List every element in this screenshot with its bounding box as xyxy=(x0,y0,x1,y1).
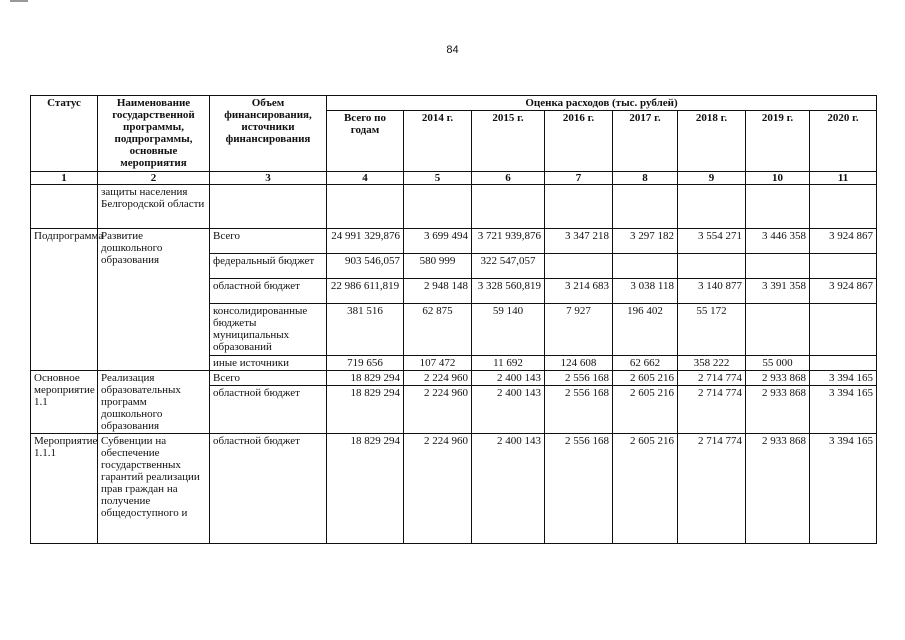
value-cell: 196 402 xyxy=(613,304,678,356)
name-cell: Развитие дошкольного образования xyxy=(98,229,210,371)
value-cell xyxy=(810,185,877,229)
value-cell: 580 999 xyxy=(404,254,472,279)
source-cell: Всего xyxy=(210,371,327,386)
value-cell: 322 547,057 xyxy=(472,254,545,279)
value-cell: 59 140 xyxy=(472,304,545,356)
value-cell: 3 347 218 xyxy=(545,229,613,254)
value-cell: 3 924 867 xyxy=(810,279,877,304)
value-cell: 2 556 168 xyxy=(545,371,613,386)
value-cell: 22 986 611,819 xyxy=(327,279,404,304)
index-cell: 4 xyxy=(327,172,404,185)
value-cell xyxy=(810,254,877,279)
source-cell: областной бюджет xyxy=(210,434,327,544)
value-cell: 3 297 182 xyxy=(613,229,678,254)
value-cell: 2 400 143 xyxy=(472,386,545,434)
header-status: Статус xyxy=(31,96,98,172)
status-cell: Основное мероприятие 1.1 xyxy=(31,371,98,434)
scan-artifact xyxy=(10,0,28,2)
index-cell: 2 xyxy=(98,172,210,185)
value-cell: 2 605 216 xyxy=(613,386,678,434)
value-cell: 2 224 960 xyxy=(404,386,472,434)
value-cell: 62 662 xyxy=(613,356,678,371)
index-cell: 3 xyxy=(210,172,327,185)
header-source: Объем финансирования, источники финансирования xyxy=(210,96,327,172)
table-row xyxy=(31,371,877,386)
value-cell: 2 933 868 xyxy=(746,371,810,386)
index-cell: 6 xyxy=(472,172,545,185)
value-cell xyxy=(746,304,810,356)
source-cell: консолидированные бюджеты муниципальных образований xyxy=(210,304,327,356)
value-cell xyxy=(613,185,678,229)
value-cell xyxy=(746,254,810,279)
header-year: 2017 г. xyxy=(613,111,678,172)
value-cell: 3 446 358 xyxy=(746,229,810,254)
index-cell: 5 xyxy=(404,172,472,185)
value-cell: 7 927 xyxy=(545,304,613,356)
value-cell: 3 699 494 xyxy=(404,229,472,254)
header-year: 2014 г. xyxy=(404,111,472,172)
index-cell: 8 xyxy=(613,172,678,185)
index-cell: 7 xyxy=(545,172,613,185)
source-cell: областной бюджет xyxy=(210,279,327,304)
status-cell: Мероприятие 1.1.1 xyxy=(31,434,98,544)
value-cell: 3 214 683 xyxy=(545,279,613,304)
value-cell: 2 605 216 xyxy=(613,371,678,386)
expenditure-table xyxy=(30,95,877,544)
source-cell xyxy=(210,185,327,229)
status-cell xyxy=(31,185,98,229)
value-cell: 2 948 148 xyxy=(404,279,472,304)
value-cell: 24 991 329,876 xyxy=(327,229,404,254)
value-cell: 903 546,057 xyxy=(327,254,404,279)
value-cell xyxy=(472,185,545,229)
index-cell: 1 xyxy=(31,172,98,185)
value-cell xyxy=(613,254,678,279)
value-cell xyxy=(545,254,613,279)
header-group: Оценка расходов (тыс. рублей) xyxy=(327,96,877,111)
header-year: 2016 г. xyxy=(545,111,613,172)
value-cell: 18 829 294 xyxy=(327,386,404,434)
value-cell: 2 714 774 xyxy=(678,371,746,386)
source-cell: федеральный бюджет xyxy=(210,254,327,279)
header-year: 2020 г. xyxy=(810,111,877,172)
name-cell: Субвенции на обеспечение государственных гарантий реализации прав граждан на получение общедоступного и xyxy=(98,434,210,544)
value-cell: 3 038 118 xyxy=(613,279,678,304)
value-cell: 719 656 xyxy=(327,356,404,371)
value-cell: 2 224 960 xyxy=(404,371,472,386)
value-cell: 2 400 143 xyxy=(472,371,545,386)
value-cell xyxy=(810,356,877,371)
status-cell: Подпрограмма xyxy=(31,229,98,371)
value-cell: 55 172 xyxy=(678,304,746,356)
value-cell: 2 714 774 xyxy=(678,434,746,544)
source-cell: Всего xyxy=(210,229,327,254)
value-cell xyxy=(678,254,746,279)
value-cell xyxy=(810,304,877,356)
header-year: 2019 г. xyxy=(746,111,810,172)
value-cell: 381 516 xyxy=(327,304,404,356)
value-cell: 62 875 xyxy=(404,304,472,356)
value-cell xyxy=(678,185,746,229)
header-row-1 xyxy=(31,96,877,111)
value-cell: 3 394 165 xyxy=(810,386,877,434)
value-cell xyxy=(545,185,613,229)
header-year: 2015 г. xyxy=(472,111,545,172)
value-cell: 2 714 774 xyxy=(678,386,746,434)
value-cell: 18 829 294 xyxy=(327,434,404,544)
value-cell: 2 400 143 xyxy=(472,434,545,544)
value-cell: 3 554 271 xyxy=(678,229,746,254)
value-cell: 3 391 358 xyxy=(746,279,810,304)
header-name: Наименование государственной программы, подпрограммы, основные мероприятия xyxy=(98,96,210,172)
source-cell: иные источники xyxy=(210,356,327,371)
index-cell: 11 xyxy=(810,172,877,185)
value-cell: 2 933 868 xyxy=(746,386,810,434)
source-cell: областной бюджет xyxy=(210,386,327,434)
index-cell: 9 xyxy=(678,172,746,185)
index-cell: 10 xyxy=(746,172,810,185)
value-cell: 3 394 165 xyxy=(810,434,877,544)
value-cell: 124 608 xyxy=(545,356,613,371)
value-cell: 107 472 xyxy=(404,356,472,371)
value-cell: 18 829 294 xyxy=(327,371,404,386)
value-cell xyxy=(746,185,810,229)
value-cell: 11 692 xyxy=(472,356,545,371)
value-cell: 55 000 xyxy=(746,356,810,371)
value-cell: 2 605 216 xyxy=(613,434,678,544)
value-cell: 3 394 165 xyxy=(810,371,877,386)
value-cell xyxy=(327,185,404,229)
table-row xyxy=(31,434,877,544)
value-cell: 358 222 xyxy=(678,356,746,371)
value-cell: 2 556 168 xyxy=(545,434,613,544)
value-cell: 3 924 867 xyxy=(810,229,877,254)
table-row xyxy=(31,229,877,254)
value-cell: 3 721 939,876 xyxy=(472,229,545,254)
value-cell: 3 328 560,819 xyxy=(472,279,545,304)
page-number: 84 xyxy=(446,44,459,56)
value-cell: 2 556 168 xyxy=(545,386,613,434)
name-cell: Реализация образовательных программ дошкольного образования xyxy=(98,371,210,434)
header-total: Всего по годам xyxy=(327,111,404,172)
table-row-continuation xyxy=(31,185,877,229)
header-year: 2018 г. xyxy=(678,111,746,172)
value-cell: 2 933 868 xyxy=(746,434,810,544)
value-cell: 3 140 877 xyxy=(678,279,746,304)
index-row xyxy=(31,172,877,185)
value-cell xyxy=(404,185,472,229)
name-cell: защиты населения Белгородской области xyxy=(98,185,210,229)
value-cell: 2 224 960 xyxy=(404,434,472,544)
